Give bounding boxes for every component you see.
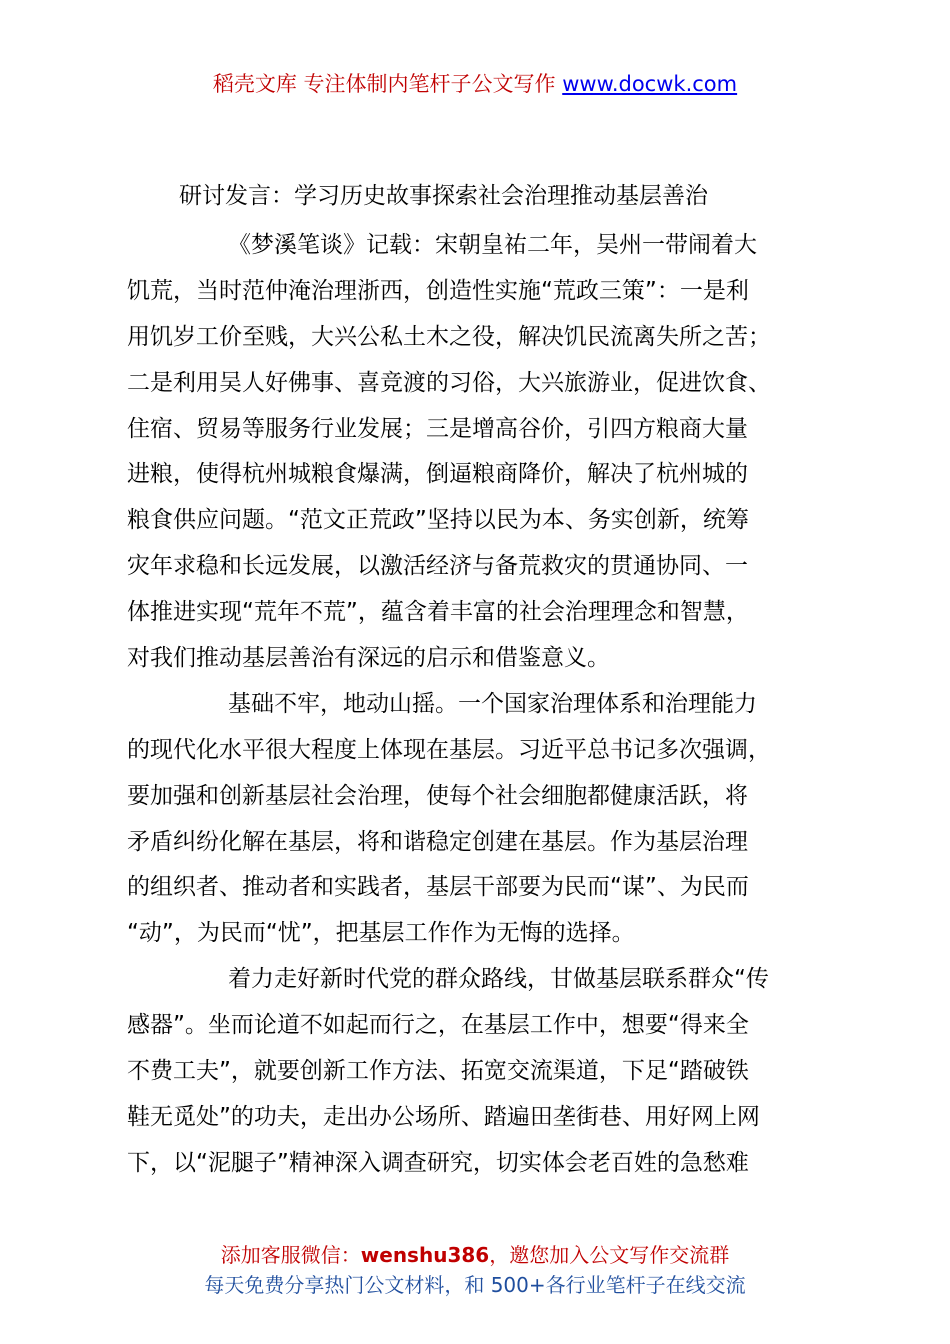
- text-line: 进粮，使得杭州城粮食爆满，倒逼粮商降价，解决了杭州城的: [127, 461, 748, 488]
- text-line: 二是利用吴人好佛事、喜竞渡的习俗，大兴旅游业，促进饮食、: [127, 369, 771, 396]
- text-line: 矛盾纠纷化解在基层，将和谐稳定创建在基层。作为基层治理: [127, 828, 748, 855]
- footer-suffix: ，邀您加入公文写作交流群: [489, 1243, 730, 1267]
- header-brand: 稻壳文库 专注体制内笔杆子公文写作: [212, 72, 563, 96]
- text-line: 灾年求稳和长远发展，以激活经济与备荒救灾的贯通协同、一: [127, 553, 748, 580]
- text-line: 住宿、贸易等服务行业发展；三是增高谷价，引四方粮商大量: [127, 415, 748, 442]
- site-header: [0, 68, 950, 100]
- header-url-link[interactable]: www.docwk.com: [562, 72, 738, 96]
- document-body: [127, 223, 847, 1187]
- footer-promo-line: 每天免费分享热门公文材料，和 500+各行业笔杆子在线交流: [204, 1273, 746, 1297]
- paragraph: [127, 223, 847, 682]
- text-line: 感器”。坐而论道不如起而行之，在基层工作中，想要“得来全: [127, 1012, 749, 1039]
- text-line: 用饥岁工价至贱，大兴公私土木之役，解决饥民流离失所之苦；: [127, 323, 771, 350]
- text-line: 基础不牢，地动山摇。一个国家治理体系和治理能力: [228, 690, 757, 717]
- footer-contact-line: [0, 1240, 950, 1270]
- text-line: “动”，为民而“忧”，把基层工作作为无悔的选择。: [127, 920, 635, 947]
- text-line: 不费工夫”，就要创新工作方法、拓宽交流渠道，下足“踏破铁: [127, 1058, 749, 1085]
- footer-prefix: 添加客服微信：: [220, 1243, 361, 1267]
- text-line: 对我们推动基层善治有深远的启示和借鉴意义。: [127, 645, 610, 672]
- text-line: 下，以“泥腿子”精神深入调查研究，切实体会老百姓的急愁难: [127, 1149, 749, 1176]
- text-line: 饥荒，当时范仲淹治理浙西，创造性实施“荒政三策”：一是利: [127, 277, 749, 304]
- text-line: 《梦溪笔谈》记载：宋朝皇祐二年，吴州一带闹着大: [228, 232, 757, 258]
- text-line: 着力走好新时代党的群众路线，甘做基层联系群众“传: [228, 966, 769, 993]
- text-line: 鞋无觅处”的功夫，走出办公场所、踏遍田垄街巷、用好网上网: [127, 1103, 760, 1130]
- document-title: 研讨发言：学习历史故事探索社会治理推动基层善治: [179, 183, 708, 209]
- wechat-id: wenshu386: [360, 1243, 490, 1267]
- paragraph: [127, 682, 847, 957]
- text-line: 要加强和创新基层社会治理，使每个社会细胞都健康活跃，将: [127, 782, 748, 809]
- paragraph: [127, 957, 847, 1186]
- text-line: 粮食供应问题。“范文正荒政”坚持以民为本、务实创新，统筹: [127, 507, 749, 534]
- text-line: 的现代化水平很大程度上体现在基层。习近平总书记多次强调，: [127, 736, 771, 763]
- text-line: 的组织者、推动者和实践者，基层干部要为民而“谋”、为民而: [127, 874, 749, 901]
- text-line: 体推进实现“荒年不荒”，蕴含着丰富的社会治理理念和智慧，: [127, 599, 749, 626]
